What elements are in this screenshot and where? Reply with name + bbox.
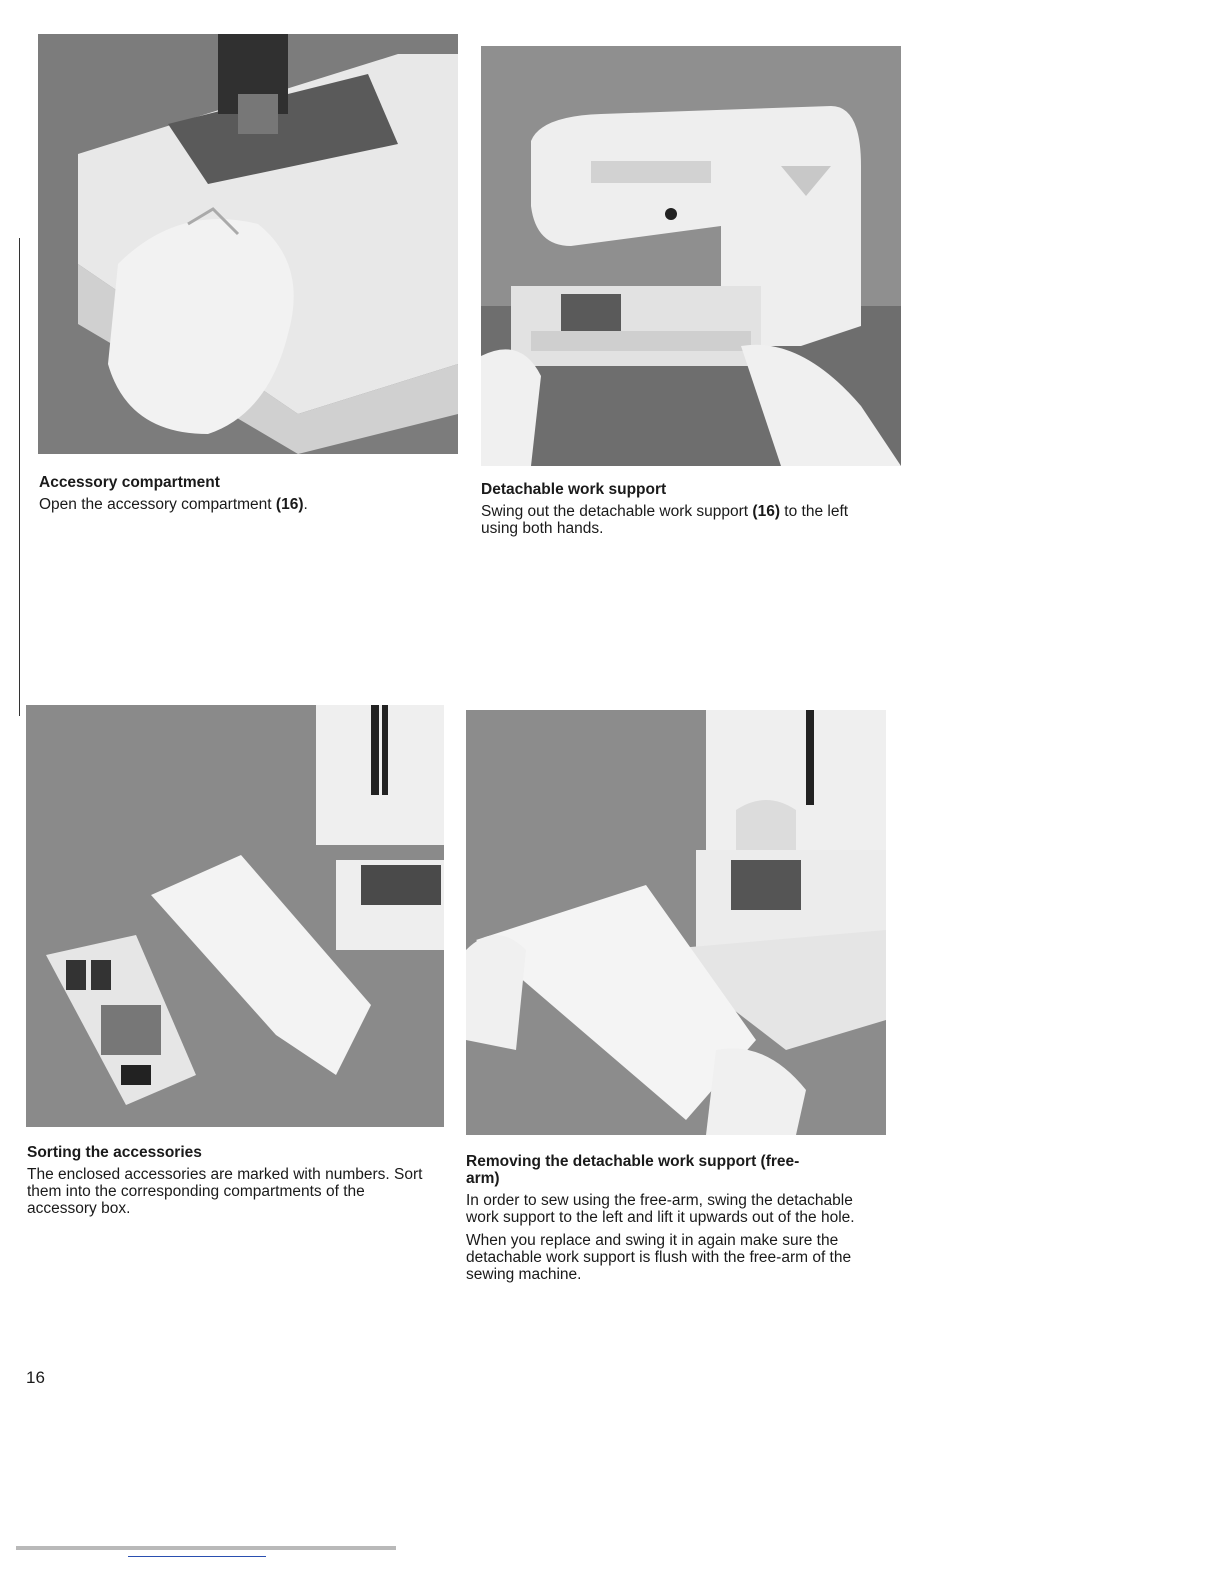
section-title: Sorting the accessories (27, 1144, 202, 1161)
scan-artifact-strip (16, 1546, 396, 1550)
section-paragraph: When you replace and swing it in again make sure the detachable work support is flush with the free-arm of the sewing machine. (466, 1232, 852, 1283)
section-accessory-compartment (39, 474, 459, 519)
section-paragraph (39, 496, 459, 513)
component-reference: (16) (275, 496, 304, 513)
section-removing-work-support (466, 1153, 886, 1289)
photo-removing-work-support (466, 710, 886, 1135)
page-number: 16 (26, 1368, 45, 1387)
scan-artifact-line (128, 1556, 266, 1557)
paragraph-text: . (303, 496, 308, 513)
photo-accessory-compartment (38, 34, 458, 454)
section-detachable-work-support (481, 481, 886, 543)
section-title: Removing the detachable work support (free-arm) (466, 1153, 800, 1187)
section-title: Accessory compartment (39, 474, 220, 491)
section-paragraph (481, 503, 886, 537)
section-paragraph: The enclosed accessories are marked with numbers. Sort them into the corresponding compartments of the accessory box. (27, 1166, 423, 1217)
section-title: Detachable work support (481, 481, 667, 498)
paragraph-text: to the left using both hands. (481, 503, 849, 537)
paragraph-text: Swing out the detachable work support (481, 503, 753, 520)
photo-detachable-work-support (481, 46, 901, 466)
section-sorting-accessories (27, 1144, 437, 1223)
margin-rule (19, 238, 20, 716)
paragraph-text: Open the accessory compartment (39, 496, 276, 513)
section-paragraph: In order to sew using the free-arm, swing the detachable work support to the left and lift it upwards out of the hole. (466, 1192, 855, 1226)
photo-sorting-accessories (26, 705, 444, 1127)
component-reference: (16) (752, 503, 780, 520)
